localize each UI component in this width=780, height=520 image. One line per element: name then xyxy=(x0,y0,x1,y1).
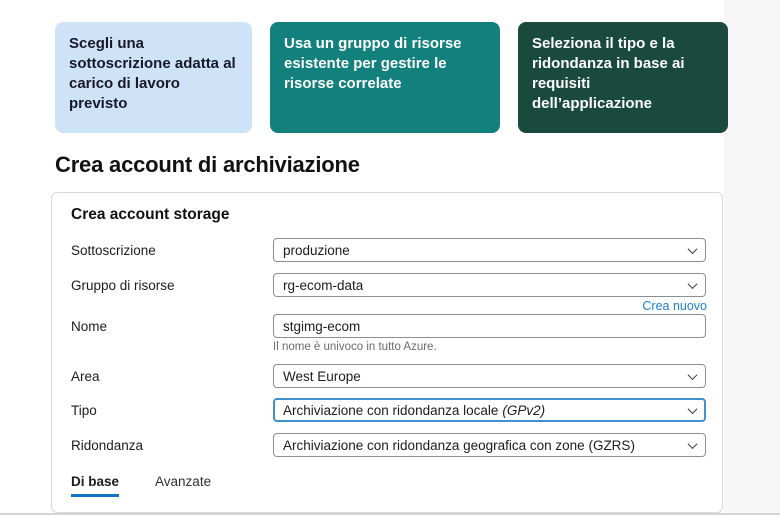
row-sottoscrizione xyxy=(71,238,706,262)
chevron-down-icon xyxy=(688,404,698,414)
row-gruppo xyxy=(71,273,706,297)
row-nome xyxy=(71,314,706,338)
tab-di-base[interactable]: Di base xyxy=(71,474,119,497)
nome-helper-text: Il nome è univoco in tutto Azure. xyxy=(273,341,437,353)
row-tipo xyxy=(71,398,706,422)
gruppo-label: Gruppo di risorse xyxy=(71,277,175,293)
page-title: Crea account di archiviazione xyxy=(55,152,360,177)
sottoscrizione-select[interactable] xyxy=(273,238,706,262)
chevron-down-icon xyxy=(688,244,698,254)
bottom-divider xyxy=(0,513,780,515)
info-callouts xyxy=(55,22,728,133)
sottoscrizione-value: produzione xyxy=(283,242,350,258)
chevron-down-icon xyxy=(688,370,698,380)
tab-bar xyxy=(71,474,706,497)
chevron-down-icon xyxy=(688,279,698,289)
tipo-label: Tipo xyxy=(71,402,97,418)
area-label: Area xyxy=(71,368,100,384)
chevron-down-icon xyxy=(688,439,698,449)
ridondanza-value: Archiviazione con ridondanza geografica con zone (GZRS) xyxy=(283,437,635,453)
tipo-value-suffix: (GPv2) xyxy=(502,402,546,418)
callout-subscription xyxy=(55,22,252,133)
area-value: West Europe xyxy=(283,368,361,384)
gruppo-value: rg-ecom-data xyxy=(283,277,364,293)
crea-nuovo-row xyxy=(273,298,707,314)
callout-subscription-text: Scegli una sottoscrizione adatta al carico di lavoro previsto xyxy=(69,35,236,112)
ridondanza-label: Ridondanza xyxy=(71,437,144,453)
tipo-value: Archiviazione con ridondanza locale xyxy=(283,402,499,418)
create-storage-card xyxy=(51,192,723,513)
crea-nuovo-link[interactable]: Crea nuovo xyxy=(642,299,707,313)
page-right-gutter xyxy=(724,0,780,513)
callout-type-redundancy-text: Seleziona il tipo e la ridondanza in base ai requisiti dell’applicazione xyxy=(532,35,685,112)
ridondanza-select[interactable] xyxy=(273,433,706,457)
callout-resource-group xyxy=(270,22,500,133)
row-ridondanza xyxy=(71,433,706,457)
area-select[interactable] xyxy=(273,364,706,388)
tab-avanzate[interactable]: Avanzate xyxy=(155,474,212,489)
nome-label: Nome xyxy=(71,318,108,334)
row-area xyxy=(71,364,706,388)
callout-resource-group-text: Usa un gruppo di risorse esistente per gestire le risorse correlate xyxy=(284,35,462,92)
gruppo-select[interactable] xyxy=(273,273,706,297)
tipo-select[interactable] xyxy=(273,398,706,422)
callout-type-redundancy xyxy=(518,22,728,133)
nome-input[interactable] xyxy=(273,314,706,338)
card-title: Crea account storage xyxy=(71,206,230,223)
sottoscrizione-label: Sottoscrizione xyxy=(71,242,156,258)
